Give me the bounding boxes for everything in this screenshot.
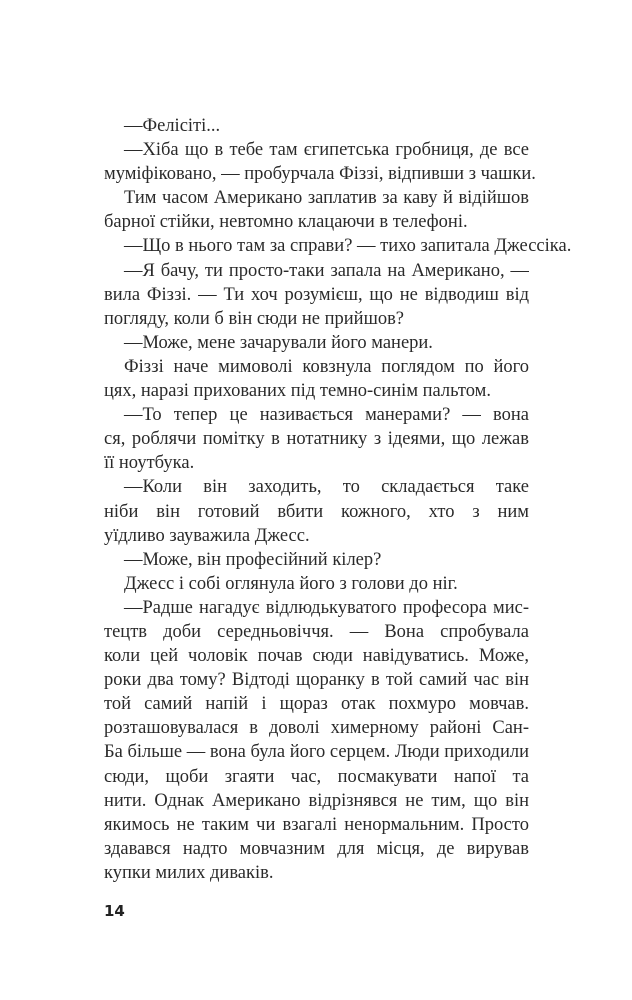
text-line: муміфіковано, — пробурчала Фіззі, відпивши з чашки. bbox=[104, 164, 536, 185]
text-line: —Хіба що в тебе там єгипетська гробниця, де все bbox=[124, 140, 529, 161]
text-line: вила Фіззі. — Ти хоч розумієш, що не відводиш від bbox=[104, 284, 529, 305]
text-line: Джесс і собі оглянула його з голови до ніг. bbox=[124, 573, 458, 594]
text-line: її ноутбука. bbox=[104, 453, 195, 474]
text-line: цях, наразі прихованих під темно-синім пальтом. bbox=[104, 381, 491, 402]
text-line: Тим часом Американо заплатив за каву й відійшов bbox=[124, 188, 529, 209]
page-number: 14 bbox=[104, 902, 125, 920]
text-line: розташовувалася в доволі химерному районі Сан- bbox=[104, 718, 529, 739]
text-line: —Коли він заходить, то складається таке bbox=[124, 477, 529, 498]
text-line: барної стійки, невтомно клацаючи в телефоні. bbox=[104, 212, 468, 233]
text-line: ся, роблячи помітку в нотатнику з ідеями, що лежав bbox=[104, 429, 529, 450]
text-line: Фіззі наче мимоволі ковзнула поглядом по його bbox=[124, 356, 529, 377]
text-line: —Я бачу, ти просто-таки запала на Американо, — bbox=[124, 260, 529, 281]
text-line: якимось не таким чи взагалі ненормальним. Просто bbox=[104, 814, 529, 835]
text-line: уїдливо зауважила Джесс. bbox=[104, 525, 310, 546]
book-text bbox=[104, 114, 572, 885]
text-line: ніби він готовий вбити кожного, хто з ним bbox=[104, 501, 529, 522]
text-line: купки милих диваків. bbox=[104, 862, 274, 883]
text-line: —Може, мене зачарували його манери. bbox=[124, 332, 433, 353]
text-line: Ба більше — вона була його серцем. Люди приходили bbox=[104, 742, 529, 763]
text-line: —Що в нього там за справи? — тихо запитала Джессіка. bbox=[124, 236, 572, 257]
text-line: тецтв доби середньовіччя. — Вона спробувала bbox=[104, 621, 529, 642]
text-line: нити. Однак Американо відрізнявся не тим, що він bbox=[104, 790, 529, 811]
text-line: той самий напій і щораз отак похмуро мовчав. bbox=[104, 694, 529, 715]
text-line: роки два тому? Відтоді щоранку в той самий час він bbox=[104, 670, 529, 691]
text-line: сюди, щоби згаяти час, посмакувати напої та bbox=[104, 766, 529, 787]
text-line: —Фелісіті... bbox=[124, 116, 221, 136]
text-line: —То тепер це називається манерами? — вона bbox=[124, 405, 529, 426]
text-line: коли цей чоловік почав сюди навідуватись. Може, bbox=[104, 646, 529, 667]
text-line: погляду, коли б він сюди не прийшов? bbox=[104, 308, 405, 329]
text-line: —Радше нагадує відлюдькуватого професора мис- bbox=[124, 597, 529, 618]
text-line: здавався надто мовчазним для місця, де вирував bbox=[104, 838, 529, 859]
text-line: —Може, він професійний кілер? bbox=[124, 549, 382, 570]
